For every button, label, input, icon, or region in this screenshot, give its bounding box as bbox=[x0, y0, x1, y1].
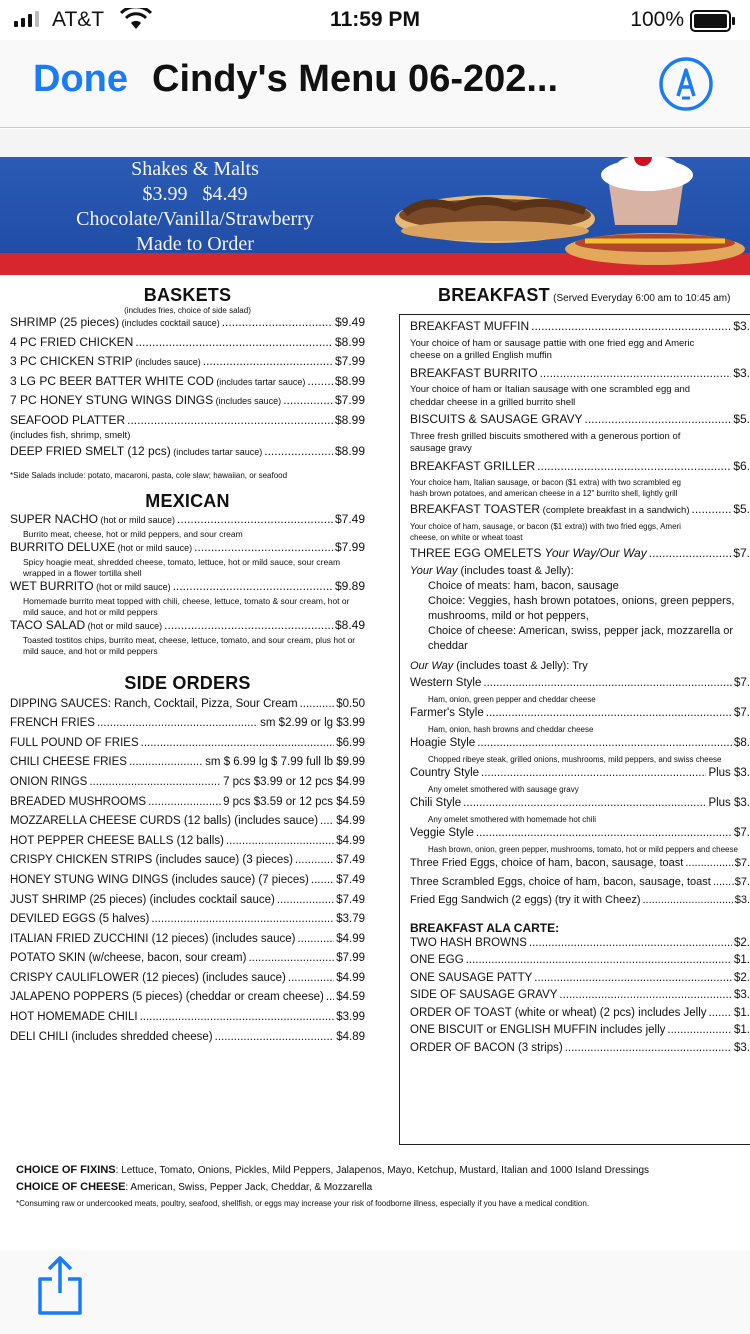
item-description: Toasted tostitos chips, burrito meat, cheese, lettuce, tomato, and sour cream, plus hot or mild sauce, and hot or mild peppers bbox=[23, 634, 356, 656]
menu-item: POTATO SKIN (w/cheese, bacon, sour cream) ..... $7.99 bbox=[10, 952, 365, 972]
menu-item: Western Style ..... $7. bbox=[410, 677, 750, 694]
omelet-styles bbox=[410, 677, 750, 855]
item-description: Your choice of ham or Italian sausage with one scrambled egg and cheddar cheese in a grilled burrito shell bbox=[410, 384, 691, 408]
banner-line-1: Shakes & Malts bbox=[131, 158, 259, 180]
menu-item: Farmer's Style ..... $7. bbox=[410, 707, 750, 724]
status-bar bbox=[0, 0, 750, 40]
menu-item: SUPER NACHO (hot or mild sauce) ..... $7.49 bbox=[10, 512, 365, 529]
banner-line-2: $3.99 $4.49 bbox=[142, 183, 248, 205]
menu-item: ORDER OF BACON (3 strips) ..... $3. bbox=[410, 1042, 750, 1060]
ala-carte-list bbox=[410, 937, 750, 1060]
menu-item: 4 PC FRIED CHICKEN ..... $8.99 bbox=[10, 335, 365, 355]
done-button[interactable]: Done bbox=[33, 58, 128, 100]
menu-item: DELI CHILI (includes shredded cheese) ..... $4.89 bbox=[10, 1031, 365, 1051]
shakes-banner bbox=[0, 157, 750, 275]
battery-percent: 100% bbox=[630, 8, 684, 31]
side-salad-note: *Side Salads include: potato, macaroni, pasta, cole slaw; hawaiian, or seafood bbox=[10, 470, 288, 480]
side-orders-list bbox=[10, 698, 365, 1051]
item-description: Your choice of ham or sausage pattie with one fried egg and Americ cheese on a grilled English muffin bbox=[410, 337, 695, 361]
menu-item: BISCUITS & SAUSAGE GRAVY ..... $5. bbox=[410, 412, 750, 431]
menu-item: ITALIAN FRIED ZUCCHINI (12 pieces) (includes sauce) ..... $4.99 bbox=[10, 933, 365, 953]
document-margin bbox=[0, 129, 750, 157]
omelet-veggie-choices: Choice: Veggies, hash brown potatoes, onions, green peppers, mushrooms, mild or hot peppers, bbox=[428, 595, 735, 622]
your-way-heading: Your Way (includes toast & Jelly): bbox=[410, 565, 574, 577]
omelet-cheese-choices: Choice of cheese: American, swiss, pepper jack, mozzarella or cheddar bbox=[428, 625, 734, 652]
menu-item: HOT PEPPER CHEESE BALLS (12 balls) ..... $4.99 bbox=[10, 835, 365, 855]
menu-item: Three Fried Eggs, choice of ham, bacon, sausage, toast ..... $7. bbox=[410, 857, 750, 876]
menu-item: BURRITO DELUXE (hot or mild sauce) ..... $7.99 bbox=[10, 540, 365, 557]
banner-text bbox=[0, 157, 390, 257]
seafood-note: (includes fish, shrimp, smelt) bbox=[10, 429, 131, 441]
menu-item: 3 PC CHICKEN STRIP (includes sauce) ..... $7.99 bbox=[10, 354, 365, 374]
food-illustration bbox=[385, 157, 750, 275]
menu-item: 3 LG PC BEER BATTER WHITE COD (includes tartar sauce) ..... $8.99 bbox=[10, 374, 365, 394]
banner-line-3: Chocolate/Vanilla/Strawberry bbox=[76, 208, 314, 230]
breakfast-header bbox=[400, 285, 750, 306]
menu-item: JALAPENO POPPERS (5 pieces) (cheddar or cream cheese) ..... $4.59 bbox=[10, 991, 365, 1011]
menu-item: ONE BISCUIT or ENGLISH MUFFIN includes jelly ..... $1. bbox=[410, 1024, 750, 1042]
markup-pen-icon[interactable] bbox=[658, 56, 714, 112]
our-way-heading: Our Way (includes toast & Jelly): Try bbox=[410, 660, 588, 672]
menu-item: SIDE OF SAUSAGE GRAVY ..... $3. bbox=[410, 989, 750, 1007]
item-description: Chopped ribeye steak, grilled onions, mushrooms, mild peppers, and swiss cheese bbox=[428, 755, 722, 764]
menu-item: SEAFOOD PLATTER ..... $8.99 bbox=[10, 413, 365, 430]
menu-item: Veggie Style ..... $7. bbox=[410, 827, 750, 844]
menu-item: JUST SHRIMP (25 pieces) (includes cocktail sauce) ..... $7.49 bbox=[10, 894, 365, 914]
battery-icon bbox=[690, 10, 736, 32]
share-icon[interactable] bbox=[36, 1255, 84, 1317]
menu-item: ONE SAUSAGE PATTY ..... $2. bbox=[410, 972, 750, 990]
menu-item: CHILI CHEESE FRIES ..... sm $ 6.99 lg $ 7.99 full lb $9.99 bbox=[10, 756, 365, 776]
omelet-meat-choices: Choice of meats: ham, bacon, sausage bbox=[428, 580, 619, 592]
menu-item: DEEP FRIED SMELT (12 pcs) (includes tartar sauce) ..... $8.99 bbox=[10, 444, 365, 464]
mexican-title: MEXICAN bbox=[145, 490, 230, 511]
menu-item: FRENCH FRIES ..... sm $2.99 or lg $3.99 bbox=[10, 717, 365, 737]
menu-item: SHRIMP (25 pieces) (includes cocktail sauce) ..... $9.49 bbox=[10, 315, 365, 335]
breakfast-box bbox=[399, 314, 750, 1145]
right-column bbox=[400, 285, 750, 306]
item-description: Hash brown, onion, green pepper, mushrooms, tomato, hot or mild peppers and cheese bbox=[428, 845, 738, 854]
baskets-title: BASKETS bbox=[143, 285, 232, 305]
item-description: Three fresh grilled biscuits smothered with a generous portion of sausage gravy bbox=[410, 430, 681, 454]
menu-item: Hoagie Style ..... $8. bbox=[410, 737, 750, 754]
egg-plates bbox=[410, 857, 750, 913]
item-description: Homemade burrito meat topped with chili, cheese, lettuce, tomato & sour cream, hot or mild sauce, and hot or mild peppers bbox=[23, 595, 350, 617]
menu-item: TACO SALAD (hot or mild sauce) ..... $8.49 bbox=[10, 618, 365, 635]
menu-item: BREAKFAST TOASTER (complete breakfast in a sandwich) ..... $5. bbox=[410, 502, 750, 521]
item-description: Your choice ham, Italian sausage, or bacon ($1 extra) with two scrambled eg hash brown potatoes, and american cheese in a 12" burrito shell, lightly grill bbox=[410, 478, 681, 498]
menu-item: 7 PC HONEY STUNG WINGS DINGS (includes sauce) ..... $7.99 bbox=[10, 393, 365, 413]
menu-item: BREAKFAST GRILLER ..... $6. bbox=[410, 459, 750, 478]
menu-item: Three Scrambled Eggs, choice of ham, bacon, sausage, toast ..... .$7. bbox=[410, 876, 750, 895]
menu-item: WET BURRITO (hot or mild sauce) ..... $9.89 bbox=[10, 579, 365, 596]
menu-item: THREE EGG OMELETS Your Way/Our Way ..... $7. bbox=[410, 546, 750, 565]
menu-item: FULL POUND OF FRIES ..... $6.99 bbox=[10, 737, 365, 757]
banner-line-4: Made to Order bbox=[136, 233, 254, 255]
left-column bbox=[10, 285, 365, 1050]
menu-item: Country Style ..... Plus $3. bbox=[410, 767, 750, 784]
menu-item: CRISPY CHICKEN STRIPS (includes sauce) (3 pieces) ..... $7.49 bbox=[10, 854, 365, 874]
side-orders-title: SIDE ORDERS bbox=[124, 672, 251, 693]
menu-item: DEVILED EGGS (5 halves) ..... $3.79 bbox=[10, 913, 365, 933]
menu-item: CRISPY CAULIFLOWER (12 pieces) (includes sauce) ..... $4.99 bbox=[10, 972, 365, 992]
item-description: Ham, onion, green pepper and cheddar cheese bbox=[428, 695, 596, 704]
item-description: Ham, onion, hash browns and cheddar cheese bbox=[428, 725, 594, 734]
menu-item: BREADED MUSHROOMS ..... 9 pcs $3.59 or 12 pcs $4.59 bbox=[10, 796, 365, 816]
ala-carte-title: BREAKFAST ALA CARTE: bbox=[410, 920, 560, 935]
item-description: Any omelet smothered with homemade hot chili bbox=[428, 815, 597, 824]
menu-item: Fried Egg Sandwich (2 eggs) (try it with Cheez) ..... $3. bbox=[410, 894, 750, 913]
menu-item: ONE EGG ..... $1. bbox=[410, 954, 750, 972]
baskets-note: (includes fries, choice of side salad) bbox=[124, 306, 251, 315]
menu-item: DIPPING SAUCES: Ranch, Cocktail, Pizza, Sour Cream ..... $0.50 bbox=[10, 698, 365, 718]
item-description: Any omelet smothered with sausage gravy bbox=[428, 785, 579, 794]
navigation-bar bbox=[0, 40, 750, 128]
menu-item: TWO HASH BROWNS ..... $2. bbox=[410, 937, 750, 955]
breakfast-hours: (Served Everyday 6:00 am to 10:45 am) bbox=[553, 293, 731, 304]
menu-item: HOT HOMEMADE CHILI ..... $3.99 bbox=[10, 1011, 365, 1031]
document-title: Cindy's Menu 06-202... bbox=[152, 58, 559, 100]
item-description: Spicy hoagie meat, shredded cheese, tomato, lettuce, hot or mild sauce, sour cream wrapped in a flower tortilla shell bbox=[23, 556, 341, 578]
menu-item: BREAKFAST MUFFIN ..... $3. bbox=[410, 319, 750, 338]
menu-item: HONEY STUNG WING DINGS (includes sauce) (7 pieces) ..... $7.49 bbox=[10, 874, 365, 894]
clock: 11:59 PM bbox=[330, 8, 420, 31]
menu-item: Chili Style ..... Plus $3. bbox=[410, 797, 750, 814]
cheese-line: CHOICE OF CHEESE: American, Swiss, Pepper Jack, Cheddar, & Mozzarella bbox=[16, 1181, 373, 1193]
menu-footer bbox=[16, 1162, 750, 1212]
item-description: Burrito meat, cheese, hot or mild peppers, and sour cream bbox=[23, 528, 243, 539]
fixins-line: CHOICE OF FIXINS: Lettuce, Tomato, Onions, Pickles, Mild Peppers, Jalapenos, Mayo, Ketchup, Mustard, Italian and 1000 Island Dressings bbox=[16, 1164, 650, 1176]
menu-item: ONION RINGS ..... 7 pcs $3.99 or 12 pcs $4.99 bbox=[10, 776, 365, 796]
menu-item: ORDER OF TOAST (white or wheat) (2 pcs) includes Jelly ..... $1. bbox=[410, 1007, 750, 1025]
item-description: Your choice of ham, sausage, or bacon ($1 extra)) with two fried eggs, Ameri cheese, on white or wheat toast bbox=[410, 521, 681, 542]
carrier-label: AT&T bbox=[52, 8, 105, 31]
menu-item: BREAKFAST BURRITO ..... $3. bbox=[410, 366, 750, 385]
food-warning: *Consuming raw or undercooked meats, poultry, seafood, shellfish, or eggs may increase your risk of foodborne illness, especially if you have a medical condition. bbox=[16, 1199, 590, 1208]
breakfast-title: BREAKFAST bbox=[438, 285, 550, 305]
menu-item: MOZZARELLA CHEESE CURDS (12 balls) (includes sauce) ..... $4.99 bbox=[10, 815, 365, 835]
bottom-toolbar bbox=[0, 1250, 750, 1334]
